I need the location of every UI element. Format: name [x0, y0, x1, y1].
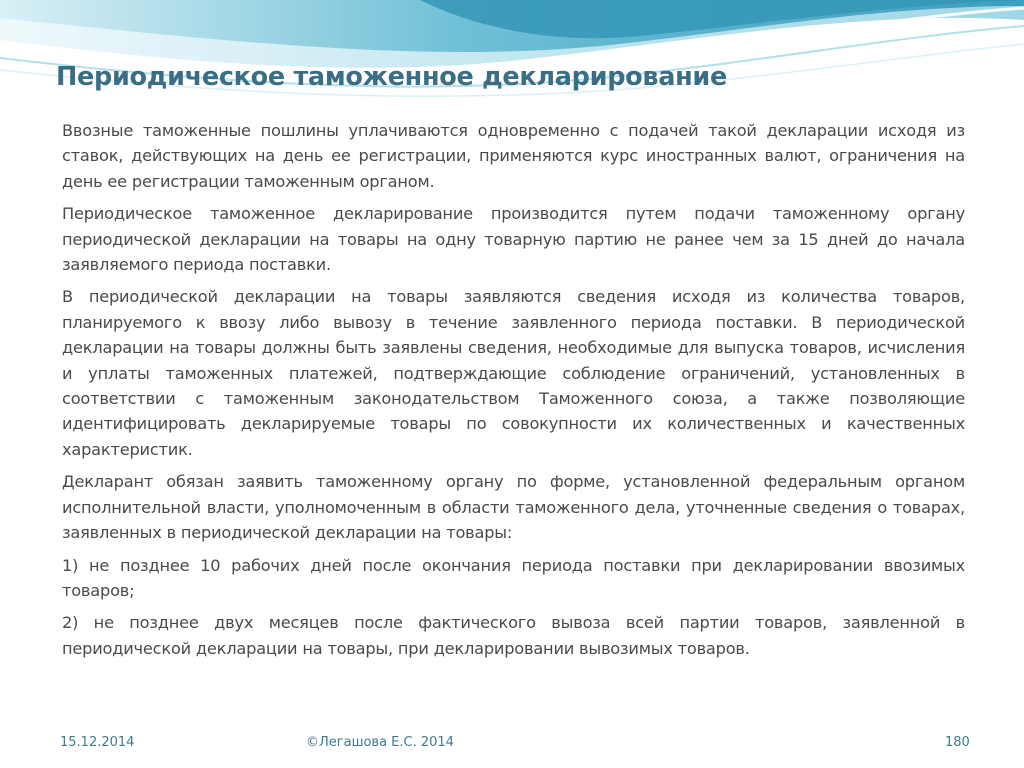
- paragraph-import-duties: Ввозные таможенные пошлины уплачиваются одновременно с подачей такой декларации исходя из ставок, действующих на день ее регистрации, применяются курс иностранных валют, ограничения на день ее регистрации таможенным органом.: [62, 121, 965, 191]
- paragraph-export-deadline: 2) не позднее двух месяцев после фактического вывоза всей партии товаров, заявленной в периодической декларации на товары, при декларировании вывозимых товаров.: [62, 613, 965, 658]
- footer-page-number: 180: [945, 735, 970, 750]
- header-wave-decoration: [0, 0, 1024, 110]
- slide-title: Периодическое таможенное декларирование: [56, 62, 727, 92]
- paragraph-declaration-contents: В периодической декларации на товары заявляются сведения исходя из количества товаров, планируемого к ввозу либо вывозу в течение заявленного периода поставки. В периодической декларации на товары должны быть заявлены сведения, необходимые для выпуска товаров, исчисления и уплаты таможенных платежей, подтверждающие соблюдение ограничений, установленных в соответствии с таможенным законодательством Таможенного союза, а также позволяющие идентифицировать декларируемые товары по совокупности их количественных и качественных характеристик.: [62, 287, 965, 459]
- footer-author: ©Легашова Е.С. 2014: [306, 735, 454, 750]
- paragraph-declarant-obligation: Декларант обязан заявить таможенному органу по форме, установленной федеральным органом исполнительной власти, уполномоченным в области таможенного дела, уточненные сведения о товарах, заявленных в периодической декларации на товары:: [62, 472, 965, 543]
- paragraph-import-deadline: 1) не позднее 10 рабочих дней после окончания периода поставки при декларировании ввозимых товаров;: [62, 555, 965, 600]
- slide-body: [62, 118, 965, 668]
- paragraph-periodic-declaring: Периодическое таможенное декларирование производится путем подачи таможенному органу периодической декларации на товары на одну товарную партию не ранее чем за 15 дней до начала заявляемого периода поставки.: [62, 204, 965, 275]
- footer-date: 15.12.2014: [60, 735, 135, 750]
